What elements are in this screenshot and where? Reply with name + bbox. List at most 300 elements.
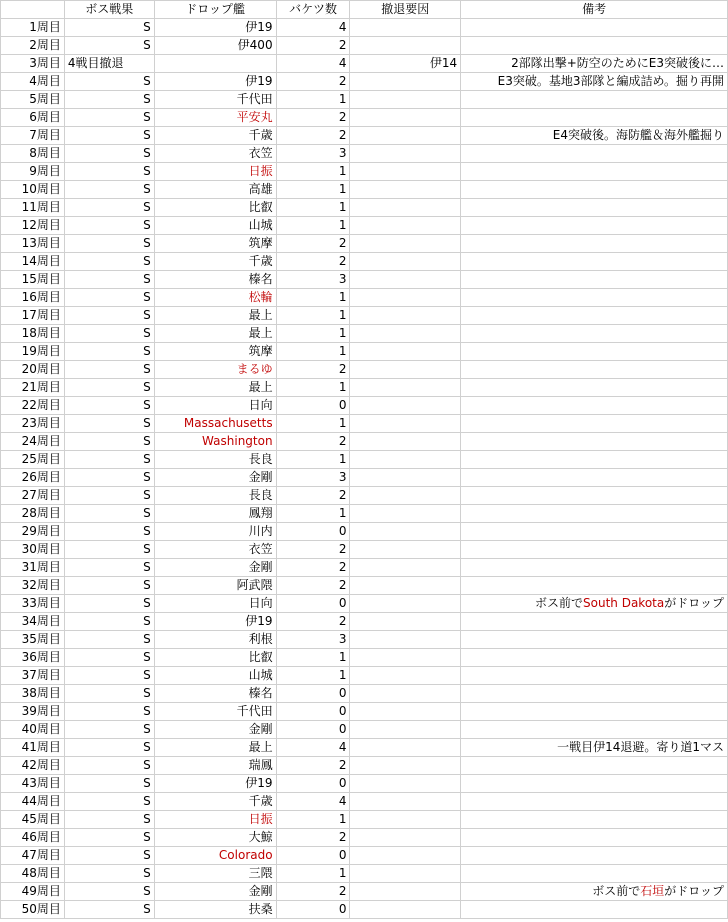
drop-ship-cell[interactable]: 扶桑 xyxy=(154,901,276,919)
drop-ship-cell[interactable]: 最上 xyxy=(154,379,276,397)
note-cell[interactable] xyxy=(461,811,728,829)
lap-cell[interactable]: 43周目 xyxy=(1,775,65,793)
retreat-reason-cell[interactable] xyxy=(350,145,461,163)
lap-cell[interactable]: 28周目 xyxy=(1,505,65,523)
lap-cell[interactable]: 37周目 xyxy=(1,667,65,685)
drop-ship-cell[interactable]: 長良 xyxy=(154,451,276,469)
boss-result-cell[interactable]: S xyxy=(64,775,154,793)
note-cell[interactable] xyxy=(461,289,728,307)
drop-ship-cell[interactable]: 衣笠 xyxy=(154,145,276,163)
note-cell[interactable] xyxy=(461,361,728,379)
drop-ship-cell[interactable]: 筑摩 xyxy=(154,343,276,361)
retreat-reason-cell[interactable] xyxy=(350,325,461,343)
boss-result-cell[interactable]: S xyxy=(64,631,154,649)
drop-ship-cell[interactable]: 比叡 xyxy=(154,199,276,217)
boss-result-cell[interactable]: S xyxy=(64,469,154,487)
retreat-reason-cell[interactable] xyxy=(350,307,461,325)
boss-result-cell[interactable]: S xyxy=(64,613,154,631)
bucket-count-cell[interactable]: 2 xyxy=(276,37,350,55)
boss-result-cell[interactable]: S xyxy=(64,595,154,613)
bucket-count-cell[interactable]: 4 xyxy=(276,55,350,73)
boss-result-cell[interactable]: S xyxy=(64,847,154,865)
lap-cell[interactable]: 46周目 xyxy=(1,829,65,847)
drop-ship-cell[interactable]: 瑞鳳 xyxy=(154,757,276,775)
drop-ship-cell[interactable]: 大鯨 xyxy=(154,829,276,847)
drop-ship-cell[interactable]: 比叡 xyxy=(154,649,276,667)
note-cell[interactable] xyxy=(461,595,728,613)
boss-result-cell[interactable]: S xyxy=(64,199,154,217)
retreat-reason-cell[interactable] xyxy=(350,181,461,199)
lap-cell[interactable]: 26周目 xyxy=(1,469,65,487)
retreat-reason-cell[interactable] xyxy=(350,613,461,631)
bucket-count-cell[interactable]: 0 xyxy=(276,847,350,865)
boss-result-cell[interactable]: S xyxy=(64,361,154,379)
drop-ship-cell[interactable]: 最上 xyxy=(154,739,276,757)
note-cell[interactable] xyxy=(461,901,728,919)
note-cell[interactable] xyxy=(461,883,728,901)
boss-result-cell[interactable]: S xyxy=(64,865,154,883)
lap-cell[interactable]: 31周目 xyxy=(1,559,65,577)
boss-result-cell[interactable]: S xyxy=(64,325,154,343)
boss-result-cell[interactable]: S xyxy=(64,91,154,109)
boss-result-cell[interactable]: S xyxy=(64,271,154,289)
lap-cell[interactable]: 39周目 xyxy=(1,703,65,721)
note-cell[interactable]: E3突破。基地3部隊と編成詰め。掘り再開 xyxy=(461,73,728,91)
retreat-reason-cell[interactable] xyxy=(350,775,461,793)
retreat-reason-cell[interactable] xyxy=(350,469,461,487)
lap-cell[interactable]: 1周目 xyxy=(1,19,65,37)
note-cell[interactable] xyxy=(461,757,728,775)
lap-cell[interactable]: 40周目 xyxy=(1,721,65,739)
bucket-count-cell[interactable]: 2 xyxy=(276,829,350,847)
boss-result-cell[interactable]: S xyxy=(64,685,154,703)
bucket-count-cell[interactable]: 1 xyxy=(276,181,350,199)
drop-ship-cell[interactable]: 伊400 xyxy=(154,37,276,55)
bucket-count-cell[interactable]: 1 xyxy=(276,91,350,109)
retreat-reason-cell[interactable] xyxy=(350,127,461,145)
drop-ship-cell[interactable]: 利根 xyxy=(154,631,276,649)
retreat-reason-cell[interactable] xyxy=(350,109,461,127)
drop-ship-cell[interactable]: 山城 xyxy=(154,217,276,235)
lap-cell[interactable]: 24周目 xyxy=(1,433,65,451)
bucket-count-cell[interactable]: 1 xyxy=(276,415,350,433)
boss-result-cell[interactable]: S xyxy=(64,487,154,505)
boss-result-cell[interactable]: S xyxy=(64,667,154,685)
lap-cell[interactable]: 18周目 xyxy=(1,325,65,343)
retreat-reason-cell[interactable] xyxy=(350,235,461,253)
note-cell[interactable] xyxy=(461,613,728,631)
boss-result-cell[interactable]: S xyxy=(64,793,154,811)
boss-result-cell[interactable]: S xyxy=(64,559,154,577)
drop-ship-cell[interactable]: 千代田 xyxy=(154,703,276,721)
note-cell[interactable] xyxy=(461,109,728,127)
retreat-reason-cell[interactable] xyxy=(350,865,461,883)
note-cell[interactable] xyxy=(461,667,728,685)
lap-cell[interactable]: 15周目 xyxy=(1,271,65,289)
retreat-reason-cell[interactable] xyxy=(350,883,461,901)
note-cell[interactable] xyxy=(461,631,728,649)
boss-result-cell[interactable]: S xyxy=(64,883,154,901)
bucket-count-cell[interactable]: 0 xyxy=(276,523,350,541)
lap-cell[interactable]: 27周目 xyxy=(1,487,65,505)
bucket-count-cell[interactable]: 4 xyxy=(276,793,350,811)
note-cell[interactable] xyxy=(461,325,728,343)
retreat-reason-cell[interactable] xyxy=(350,757,461,775)
note-cell[interactable] xyxy=(461,721,728,739)
lap-cell[interactable]: 49周目 xyxy=(1,883,65,901)
boss-result-cell[interactable]: S xyxy=(64,289,154,307)
note-cell[interactable] xyxy=(461,145,728,163)
note-cell[interactable] xyxy=(461,847,728,865)
retreat-reason-cell[interactable] xyxy=(350,91,461,109)
note-cell[interactable] xyxy=(461,37,728,55)
retreat-reason-cell[interactable] xyxy=(350,541,461,559)
note-cell[interactable] xyxy=(461,19,728,37)
drop-ship-cell[interactable]: 最上 xyxy=(154,307,276,325)
note-cell[interactable] xyxy=(461,649,728,667)
bucket-count-cell[interactable]: 2 xyxy=(276,109,350,127)
lap-cell[interactable]: 25周目 xyxy=(1,451,65,469)
retreat-reason-cell[interactable] xyxy=(350,721,461,739)
drop-ship-cell[interactable]: 高雄 xyxy=(154,181,276,199)
retreat-reason-cell[interactable] xyxy=(350,397,461,415)
drop-ship-cell[interactable]: 千代田 xyxy=(154,91,276,109)
lap-cell[interactable]: 7周目 xyxy=(1,127,65,145)
note-cell[interactable] xyxy=(461,379,728,397)
lap-cell[interactable]: 45周目 xyxy=(1,811,65,829)
retreat-reason-cell[interactable] xyxy=(350,811,461,829)
retreat-reason-cell[interactable] xyxy=(350,559,461,577)
lap-cell[interactable]: 8周目 xyxy=(1,145,65,163)
lap-cell[interactable]: 32周目 xyxy=(1,577,65,595)
retreat-reason-cell[interactable] xyxy=(350,253,461,271)
lap-cell[interactable]: 50周目 xyxy=(1,901,65,919)
boss-result-cell[interactable]: S xyxy=(64,307,154,325)
drop-ship-cell[interactable]: 伊19 xyxy=(154,775,276,793)
bucket-count-cell[interactable]: 0 xyxy=(276,775,350,793)
note-cell[interactable] xyxy=(461,199,728,217)
bucket-count-cell[interactable]: 2 xyxy=(276,577,350,595)
lap-cell[interactable]: 2周目 xyxy=(1,37,65,55)
bucket-count-cell[interactable]: 1 xyxy=(276,307,350,325)
boss-result-cell[interactable]: S xyxy=(64,451,154,469)
boss-result-cell[interactable]: S xyxy=(64,217,154,235)
bucket-count-cell[interactable]: 2 xyxy=(276,757,350,775)
boss-result-cell[interactable]: S xyxy=(64,721,154,739)
boss-result-cell[interactable]: S xyxy=(64,901,154,919)
drop-ship-cell[interactable]: 日向 xyxy=(154,397,276,415)
bucket-count-cell[interactable]: 4 xyxy=(276,739,350,757)
lap-cell[interactable]: 30周目 xyxy=(1,541,65,559)
boss-result-cell[interactable]: S xyxy=(64,811,154,829)
drop-ship-cell[interactable]: 榛名 xyxy=(154,685,276,703)
retreat-reason-cell[interactable] xyxy=(350,451,461,469)
bucket-count-cell[interactable]: 1 xyxy=(276,343,350,361)
lap-cell[interactable]: 5周目 xyxy=(1,91,65,109)
bucket-count-cell[interactable]: 1 xyxy=(276,325,350,343)
drop-ship-cell[interactable]: 伊19 xyxy=(154,613,276,631)
drop-ship-cell[interactable]: 最上 xyxy=(154,325,276,343)
drop-ship-cell[interactable]: 衣笠 xyxy=(154,541,276,559)
retreat-reason-cell[interactable] xyxy=(350,829,461,847)
boss-result-cell[interactable]: S xyxy=(64,343,154,361)
drop-ship-cell[interactable]: 平安丸 xyxy=(154,109,276,127)
retreat-reason-cell[interactable] xyxy=(350,649,461,667)
drop-ship-cell[interactable]: 鳳翔 xyxy=(154,505,276,523)
lap-cell[interactable]: 22周目 xyxy=(1,397,65,415)
boss-result-cell[interactable]: S xyxy=(64,397,154,415)
bucket-count-cell[interactable]: 2 xyxy=(276,235,350,253)
note-cell[interactable] xyxy=(461,163,728,181)
bucket-count-cell[interactable]: 2 xyxy=(276,361,350,379)
bucket-count-cell[interactable]: 1 xyxy=(276,289,350,307)
note-cell[interactable] xyxy=(461,559,728,577)
bucket-count-cell[interactable]: 0 xyxy=(276,703,350,721)
retreat-reason-cell[interactable] xyxy=(350,379,461,397)
note-cell[interactable] xyxy=(461,433,728,451)
retreat-reason-cell[interactable] xyxy=(350,685,461,703)
note-cell[interactable] xyxy=(461,271,728,289)
note-cell[interactable] xyxy=(461,307,728,325)
drop-ship-cell[interactable]: 日振 xyxy=(154,811,276,829)
lap-cell[interactable]: 19周目 xyxy=(1,343,65,361)
bucket-count-cell[interactable]: 2 xyxy=(276,559,350,577)
note-cell[interactable] xyxy=(461,703,728,721)
header-drop-ship[interactable]: ドロップ艦 xyxy=(154,1,276,19)
drop-ship-cell[interactable]: 山城 xyxy=(154,667,276,685)
lap-cell[interactable]: 44周目 xyxy=(1,793,65,811)
bucket-count-cell[interactable]: 2 xyxy=(276,433,350,451)
boss-result-cell[interactable]: S xyxy=(64,649,154,667)
retreat-reason-cell[interactable] xyxy=(350,37,461,55)
bucket-count-cell[interactable]: 1 xyxy=(276,667,350,685)
boss-result-cell[interactable]: S xyxy=(64,433,154,451)
retreat-reason-cell[interactable] xyxy=(350,703,461,721)
note-cell[interactable] xyxy=(461,829,728,847)
drop-ship-cell[interactable]: 金剛 xyxy=(154,559,276,577)
boss-result-cell[interactable]: S xyxy=(64,577,154,595)
bucket-count-cell[interactable]: 0 xyxy=(276,901,350,919)
drop-ship-cell[interactable]: 榛名 xyxy=(154,271,276,289)
lap-cell[interactable]: 4周目 xyxy=(1,73,65,91)
retreat-reason-cell[interactable] xyxy=(350,343,461,361)
lap-cell[interactable]: 9周目 xyxy=(1,163,65,181)
note-cell[interactable] xyxy=(461,415,728,433)
lap-cell[interactable]: 10周目 xyxy=(1,181,65,199)
header-lap[interactable] xyxy=(1,1,65,19)
note-cell[interactable] xyxy=(461,865,728,883)
note-cell[interactable] xyxy=(461,685,728,703)
bucket-count-cell[interactable]: 1 xyxy=(276,163,350,181)
note-cell[interactable] xyxy=(461,91,728,109)
note-cell[interactable] xyxy=(461,397,728,415)
bucket-count-cell[interactable]: 1 xyxy=(276,217,350,235)
bucket-count-cell[interactable]: 1 xyxy=(276,199,350,217)
boss-result-cell[interactable]: S xyxy=(64,19,154,37)
drop-ship-cell[interactable]: 日向 xyxy=(154,595,276,613)
drop-ship-cell[interactable]: 筑摩 xyxy=(154,235,276,253)
boss-result-cell[interactable]: S xyxy=(64,235,154,253)
note-cell[interactable] xyxy=(461,253,728,271)
boss-result-cell[interactable]: S xyxy=(64,541,154,559)
lap-cell[interactable]: 16周目 xyxy=(1,289,65,307)
bucket-count-cell[interactable]: 2 xyxy=(276,127,350,145)
bucket-count-cell[interactable]: 0 xyxy=(276,685,350,703)
note-cell[interactable] xyxy=(461,343,728,361)
lap-cell[interactable]: 3周目 xyxy=(1,55,65,73)
bucket-count-cell[interactable]: 4 xyxy=(276,19,350,37)
drop-ship-cell[interactable]: 金剛 xyxy=(154,721,276,739)
note-cell[interactable] xyxy=(461,235,728,253)
boss-result-cell[interactable]: S xyxy=(64,415,154,433)
bucket-count-cell[interactable]: 0 xyxy=(276,721,350,739)
retreat-reason-cell[interactable] xyxy=(350,487,461,505)
drop-ship-cell[interactable]: まるゆ xyxy=(154,361,276,379)
note-cell[interactable] xyxy=(461,775,728,793)
drop-ship-cell[interactable]: 千歳 xyxy=(154,127,276,145)
note-cell[interactable] xyxy=(461,469,728,487)
bucket-count-cell[interactable]: 2 xyxy=(276,613,350,631)
boss-result-cell[interactable]: S xyxy=(64,505,154,523)
bucket-count-cell[interactable]: 2 xyxy=(276,541,350,559)
bucket-count-cell[interactable]: 3 xyxy=(276,145,350,163)
note-cell[interactable] xyxy=(461,451,728,469)
note-cell[interactable]: E4突破後。海防艦＆海外艦掘り xyxy=(461,127,728,145)
bucket-count-cell[interactable]: 2 xyxy=(276,487,350,505)
bucket-count-cell[interactable]: 1 xyxy=(276,379,350,397)
retreat-reason-cell[interactable] xyxy=(350,667,461,685)
boss-result-cell[interactable]: S xyxy=(64,739,154,757)
header-boss-result[interactable]: ボス戦果 xyxy=(64,1,154,19)
boss-result-cell[interactable]: S xyxy=(64,163,154,181)
boss-result-cell[interactable]: S xyxy=(64,37,154,55)
drop-ship-cell[interactable]: 伊19 xyxy=(154,73,276,91)
drop-ship-cell[interactable]: 千歳 xyxy=(154,793,276,811)
drop-ship-cell[interactable]: 三隈 xyxy=(154,865,276,883)
retreat-reason-cell[interactable] xyxy=(350,631,461,649)
bucket-count-cell[interactable]: 2 xyxy=(276,883,350,901)
drop-ship-cell[interactable]: Washington xyxy=(154,433,276,451)
retreat-reason-cell[interactable] xyxy=(350,847,461,865)
drop-ship-cell[interactable]: Massachusetts xyxy=(154,415,276,433)
note-cell[interactable]: 一戦目伊14退避。寄り道1マス xyxy=(461,739,728,757)
bucket-count-cell[interactable]: 1 xyxy=(276,865,350,883)
lap-cell[interactable]: 42周目 xyxy=(1,757,65,775)
lap-cell[interactable]: 12周目 xyxy=(1,217,65,235)
retreat-reason-cell[interactable] xyxy=(350,361,461,379)
note-cell[interactable] xyxy=(461,577,728,595)
lap-cell[interactable]: 33周目 xyxy=(1,595,65,613)
drop-ship-cell[interactable]: 日振 xyxy=(154,163,276,181)
drop-ship-cell[interactable] xyxy=(154,55,276,73)
retreat-reason-cell[interactable] xyxy=(350,199,461,217)
boss-result-cell[interactable]: S xyxy=(64,379,154,397)
lap-cell[interactable]: 23周目 xyxy=(1,415,65,433)
retreat-reason-cell[interactable] xyxy=(350,793,461,811)
bucket-count-cell[interactable]: 1 xyxy=(276,451,350,469)
note-cell[interactable] xyxy=(461,541,728,559)
header-notes[interactable]: 備考 xyxy=(461,1,728,19)
lap-cell[interactable]: 47周目 xyxy=(1,847,65,865)
bucket-count-cell[interactable]: 1 xyxy=(276,811,350,829)
bucket-count-cell[interactable]: 3 xyxy=(276,631,350,649)
boss-result-cell[interactable]: S xyxy=(64,109,154,127)
bucket-count-cell[interactable]: 0 xyxy=(276,397,350,415)
note-cell[interactable] xyxy=(461,181,728,199)
lap-cell[interactable]: 6周目 xyxy=(1,109,65,127)
bucket-count-cell[interactable]: 2 xyxy=(276,253,350,271)
lap-cell[interactable]: 48周目 xyxy=(1,865,65,883)
retreat-reason-cell[interactable] xyxy=(350,289,461,307)
note-cell[interactable] xyxy=(461,523,728,541)
lap-cell[interactable]: 11周目 xyxy=(1,199,65,217)
bucket-count-cell[interactable]: 0 xyxy=(276,595,350,613)
bucket-count-cell[interactable]: 3 xyxy=(276,271,350,289)
lap-cell[interactable]: 20周目 xyxy=(1,361,65,379)
boss-result-cell[interactable]: S xyxy=(64,703,154,721)
retreat-reason-cell[interactable] xyxy=(350,505,461,523)
note-cell[interactable] xyxy=(461,217,728,235)
retreat-reason-cell[interactable] xyxy=(350,901,461,919)
drop-ship-cell[interactable]: 金剛 xyxy=(154,469,276,487)
note-cell[interactable] xyxy=(461,793,728,811)
note-cell[interactable] xyxy=(461,487,728,505)
retreat-reason-cell[interactable] xyxy=(350,163,461,181)
boss-result-cell[interactable]: S xyxy=(64,757,154,775)
lap-cell[interactable]: 21周目 xyxy=(1,379,65,397)
retreat-reason-cell[interactable] xyxy=(350,19,461,37)
retreat-reason-cell[interactable] xyxy=(350,73,461,91)
drop-ship-cell[interactable]: Colorado xyxy=(154,847,276,865)
lap-cell[interactable]: 38周目 xyxy=(1,685,65,703)
boss-result-cell[interactable]: S xyxy=(64,73,154,91)
drop-ship-cell[interactable]: 松輪 xyxy=(154,289,276,307)
boss-result-cell[interactable]: 4戦目撤退 xyxy=(64,55,154,73)
drop-ship-cell[interactable]: 金剛 xyxy=(154,883,276,901)
retreat-reason-cell[interactable] xyxy=(350,577,461,595)
retreat-reason-cell[interactable] xyxy=(350,415,461,433)
boss-result-cell[interactable]: S xyxy=(64,127,154,145)
bucket-count-cell[interactable]: 3 xyxy=(276,469,350,487)
note-cell[interactable] xyxy=(461,505,728,523)
retreat-reason-cell[interactable] xyxy=(350,217,461,235)
retreat-reason-cell[interactable] xyxy=(350,595,461,613)
lap-cell[interactable]: 29周目 xyxy=(1,523,65,541)
lap-cell[interactable]: 36周目 xyxy=(1,649,65,667)
bucket-count-cell[interactable]: 1 xyxy=(276,649,350,667)
lap-cell[interactable]: 17周目 xyxy=(1,307,65,325)
bucket-count-cell[interactable]: 2 xyxy=(276,73,350,91)
drop-ship-cell[interactable]: 長良 xyxy=(154,487,276,505)
header-buckets[interactable]: バケツ数 xyxy=(276,1,350,19)
boss-result-cell[interactable]: S xyxy=(64,181,154,199)
drop-ship-cell[interactable]: 千歳 xyxy=(154,253,276,271)
retreat-reason-cell[interactable] xyxy=(350,433,461,451)
boss-result-cell[interactable]: S xyxy=(64,829,154,847)
lap-cell[interactable]: 13周目 xyxy=(1,235,65,253)
boss-result-cell[interactable]: S xyxy=(64,523,154,541)
boss-result-cell[interactable]: S xyxy=(64,253,154,271)
note-cell[interactable]: 2部隊出撃+防空のためにE3突破後に… xyxy=(461,55,728,73)
drop-ship-cell[interactable]: 伊19 xyxy=(154,19,276,37)
lap-cell[interactable]: 41周目 xyxy=(1,739,65,757)
lap-cell[interactable]: 34周目 xyxy=(1,613,65,631)
retreat-reason-cell[interactable] xyxy=(350,739,461,757)
bucket-count-cell[interactable]: 1 xyxy=(276,505,350,523)
retreat-reason-cell[interactable]: 伊14 xyxy=(350,55,461,73)
drop-ship-cell[interactable]: 川内 xyxy=(154,523,276,541)
lap-cell[interactable]: 35周目 xyxy=(1,631,65,649)
